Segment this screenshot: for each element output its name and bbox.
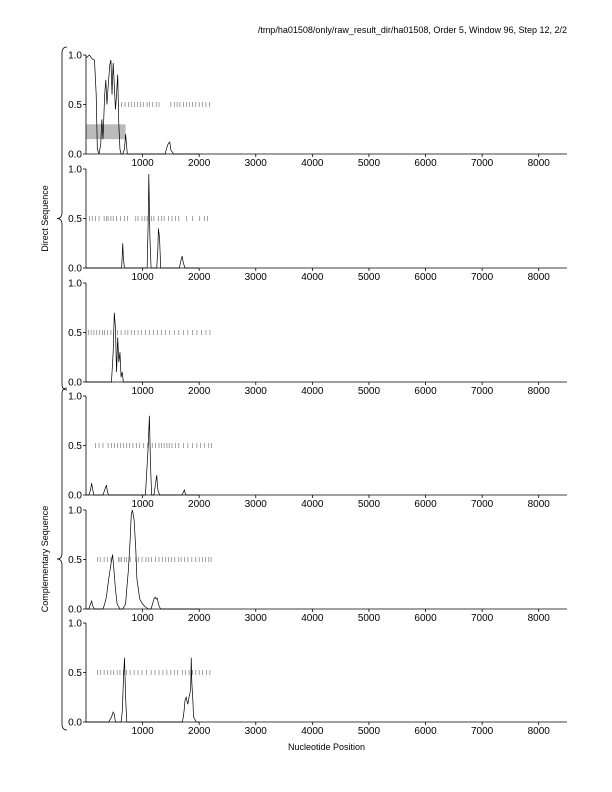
x-tick-label: 7000 [470,386,494,397]
x-tick-label: 1000 [131,499,154,510]
x-tick-label: 6000 [414,386,437,397]
x-tick-label: 3000 [244,726,267,737]
x-tick-label: 4000 [301,158,324,169]
x-tick-label: 3000 [244,386,267,397]
x-tick-label: 5000 [357,158,381,169]
x-tick-label: 2000 [188,726,211,737]
x-tick-label: 7000 [470,726,494,737]
x-tick-label: 4000 [301,272,324,283]
x-tick-label: 1000 [131,726,154,737]
y-tick-label: 0.5 [68,214,82,225]
x-tick-label: 8000 [527,158,550,169]
y-tick-label: 1.0 [68,278,82,290]
x-tick-label: 1000 [131,386,154,397]
y-tick-label: 1.0 [68,164,82,176]
x-tick-label: 5000 [357,499,381,510]
x-tick-label: 8000 [527,613,550,624]
y-tick-label: 0.0 [68,604,82,616]
x-tick-label: 2000 [188,386,211,397]
x-tick-label: 3000 [244,158,267,169]
panel-2 [68,165,567,284]
x-tick-label: 4000 [301,726,324,737]
x-axis-label: Nucleotide Position [287,742,366,752]
y-tick-label: 0.0 [68,263,82,275]
panel-1 [68,51,567,170]
series-line [86,658,199,722]
x-tick-label: 3000 [244,272,267,283]
x-tick-label: 6000 [414,726,437,737]
series-line [86,174,199,268]
panel-4 [68,392,567,511]
series-line [86,510,199,609]
x-tick-label: 4000 [301,386,324,397]
x-tick-label: 8000 [527,499,550,510]
x-tick-label: 6000 [414,272,437,283]
x-tick-label: 1000 [131,272,154,283]
x-tick-label: 2000 [188,158,211,169]
x-tick-label: 4000 [301,499,324,510]
y-tick-label: 0.0 [68,149,82,161]
x-tick-label: 5000 [357,726,381,737]
x-tick-label: 4000 [301,613,324,624]
x-tick-label: 5000 [357,272,381,283]
y-tick-label: 1.0 [68,505,82,517]
x-tick-label: 8000 [527,726,550,737]
group-label: Direct Sequence [40,185,50,252]
x-tick-label: 2000 [188,272,211,283]
x-tick-label: 2000 [188,613,211,624]
group-brace [57,47,67,390]
panel-6 [68,619,567,738]
x-tick-label: 3000 [244,613,267,624]
x-tick-label: 6000 [414,158,437,169]
y-tick-label: 0.0 [68,490,82,502]
y-tick-label: 0.0 [68,717,82,729]
y-tick-label: 0.5 [68,441,82,452]
y-tick-label: 1.0 [68,618,82,630]
series-line [86,55,199,154]
y-tick-label: 0.0 [68,377,82,389]
y-tick-label: 0.5 [68,555,82,566]
x-tick-label: 8000 [527,272,550,283]
x-tick-label: 6000 [414,613,437,624]
header-text: /tmp/ha01508/only/raw_result_dir/ha01508, Order 5, Window 96, Step 12, 2/2 [257,25,567,35]
x-tick-label: 6000 [414,499,437,510]
x-tick-label: 8000 [527,386,550,397]
panel-3 [68,279,567,398]
y-tick-label: 1.0 [68,391,82,403]
x-tick-label: 7000 [470,499,494,510]
y-tick-label: 1.0 [68,50,82,62]
y-tick-label: 0.5 [68,100,82,111]
x-tick-label: 1000 [131,158,154,169]
x-tick-label: 1000 [131,613,154,624]
x-tick-label: 5000 [357,386,381,397]
group-brace [57,388,67,730]
group-label: Complementary Sequence [40,505,50,613]
y-tick-label: 0.5 [68,328,82,339]
y-tick-label: 0.5 [68,668,82,679]
x-tick-label: 7000 [470,158,494,169]
x-tick-label: 2000 [188,499,211,510]
x-tick-label: 7000 [470,613,494,624]
series-line [86,313,199,382]
x-tick-label: 3000 [244,499,267,510]
x-tick-label: 5000 [357,613,381,624]
series-line [86,416,199,495]
panel-5 [68,506,567,625]
x-tick-label: 7000 [470,272,494,283]
